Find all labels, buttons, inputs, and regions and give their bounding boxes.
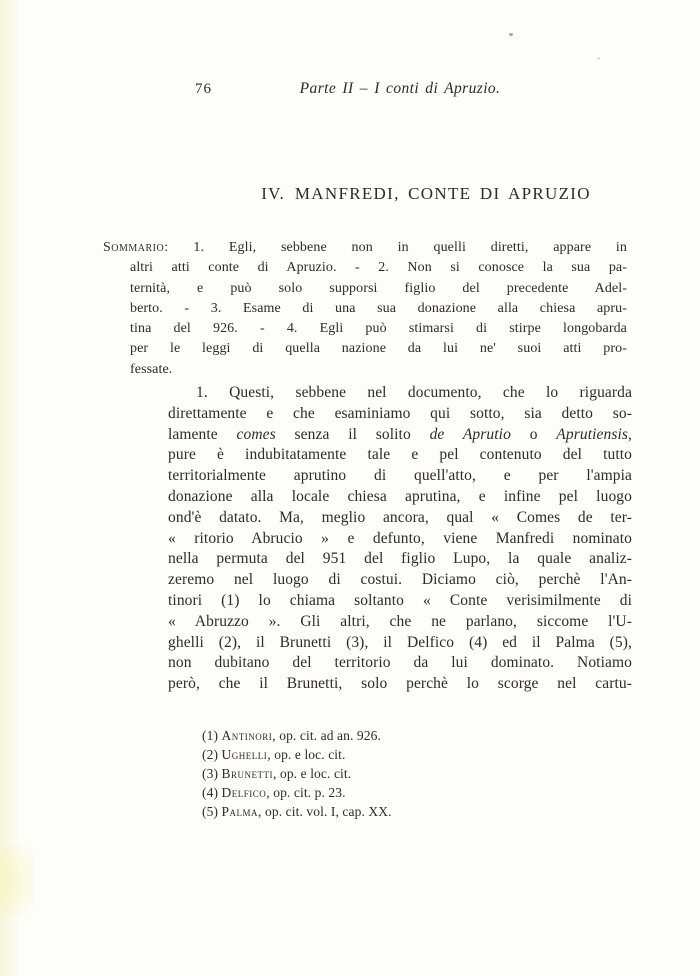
summary-line: altri atti conte di Apruzio. - 2. Non si conosce la sua pa- [130,260,627,276]
body-line: 1. Questi, sebbene nel documento, che lo riguarda [196,384,632,401]
running-header: Parte II – I conti di Apruzio. [299,80,501,97]
text-segment: , op. cit. p. 23. [266,785,346,800]
footnote [202,745,622,764]
text-segment: Sommario: [103,240,169,255]
text-segment: (1) [202,728,222,743]
text-segment: de Aprutio [429,425,511,443]
body-line: pure è indubitatamente tale e pel contenuto del tutto [168,446,632,464]
body-line: « Abruzzo ». Gli altri, che ne parlano, siccome l'U- [168,612,632,630]
page-edge-tint [0,0,20,976]
text-segment: (3) [202,766,222,781]
page-corner-tint [0,845,34,915]
body-paragraph [168,383,632,695]
text-segment: , op. e loc. cit. [273,766,352,781]
text-segment: o [510,425,557,443]
text-segment: comes [236,425,276,443]
text-segment: Ughelli [221,747,268,762]
summary-line: berto. - 3. Esame di una sua donazione alla chiesa apru- [130,300,627,316]
body-line: nella permuta del 951 del figlio Lupo, la quale analiz- [168,550,632,568]
text-segment: Delfico [221,785,267,800]
summary-line: fessate. [130,361,173,377]
body-line: ghelli (2), il Brunetti (3), il Delfico (4) ed il Palma (5), [168,633,632,651]
footnotes-block [202,726,622,821]
text-segment: (5) [202,804,222,819]
text-segment: 1. Egli, sebbene non in quelli diretti, appare in [168,240,627,255]
text-segment: Palma [221,804,259,819]
summary-line: per le leggi di quella nazione da lui ne' suoi atti pro- [130,341,627,357]
text-segment: , op. e loc. cit. [267,747,346,762]
scan-speck [509,33,513,36]
body-line: « ritorio Abrucio » e defunto, viene Manfredi nominato [168,529,632,547]
body-line: direttamente e che esaminiamo qui sotto, sia detto so- [168,404,632,422]
footnote [202,764,622,783]
text-segment: Antinori [221,728,273,743]
footnote [202,726,622,745]
body-line: non dubitano del territorio da lui dominato. Notiamo [168,654,632,672]
text-segment: Brunetti [221,766,274,781]
text-segment: , op. cit. vol. I, cap. XX. [258,804,392,819]
footnote [202,802,622,821]
text-segment: Aprutiensis, [556,425,632,443]
summary-block [103,238,627,380]
text-segment: , op. cit. ad an. 926. [272,728,381,743]
summary-line: tina del 926. - 4. Egli può stimarsi di stirpe longobarda [130,321,627,337]
body-line: zeremo nel luogo di costui. Diciamo ciò, perchè l'An- [168,571,632,589]
footnote [202,783,622,802]
body-line: tinori (1) lo chiama soltanto « Conte verisimilmente di [168,591,632,609]
scan-speck [597,57,600,60]
body-line: donazione alla locale chiesa aprutina, e infine pel luogo [168,487,632,505]
body-line: però, che il Brunetti, solo perchè lo scorge nel cartu- [168,675,632,693]
chapter-title: IV. MANFREDI, CONTE DI APRUZIO [261,184,591,203]
text-segment: (2) [202,747,222,762]
body-line: territorialmente aprutino di quell'atto, e per l'ampia [168,467,632,485]
text-segment: (4) [202,785,222,800]
page-number: 76 [195,81,212,97]
text-segment: senza il solito [275,425,430,443]
body-line [168,425,632,446]
summary-line [103,238,627,258]
body-line: ond'è datato. Ma, meglio ancora, qual « Comes de ter- [168,508,632,526]
text-segment: lamente [168,425,237,443]
summary-line: ternità, e può solo supporsi figlio del precedente Adel- [130,280,627,296]
